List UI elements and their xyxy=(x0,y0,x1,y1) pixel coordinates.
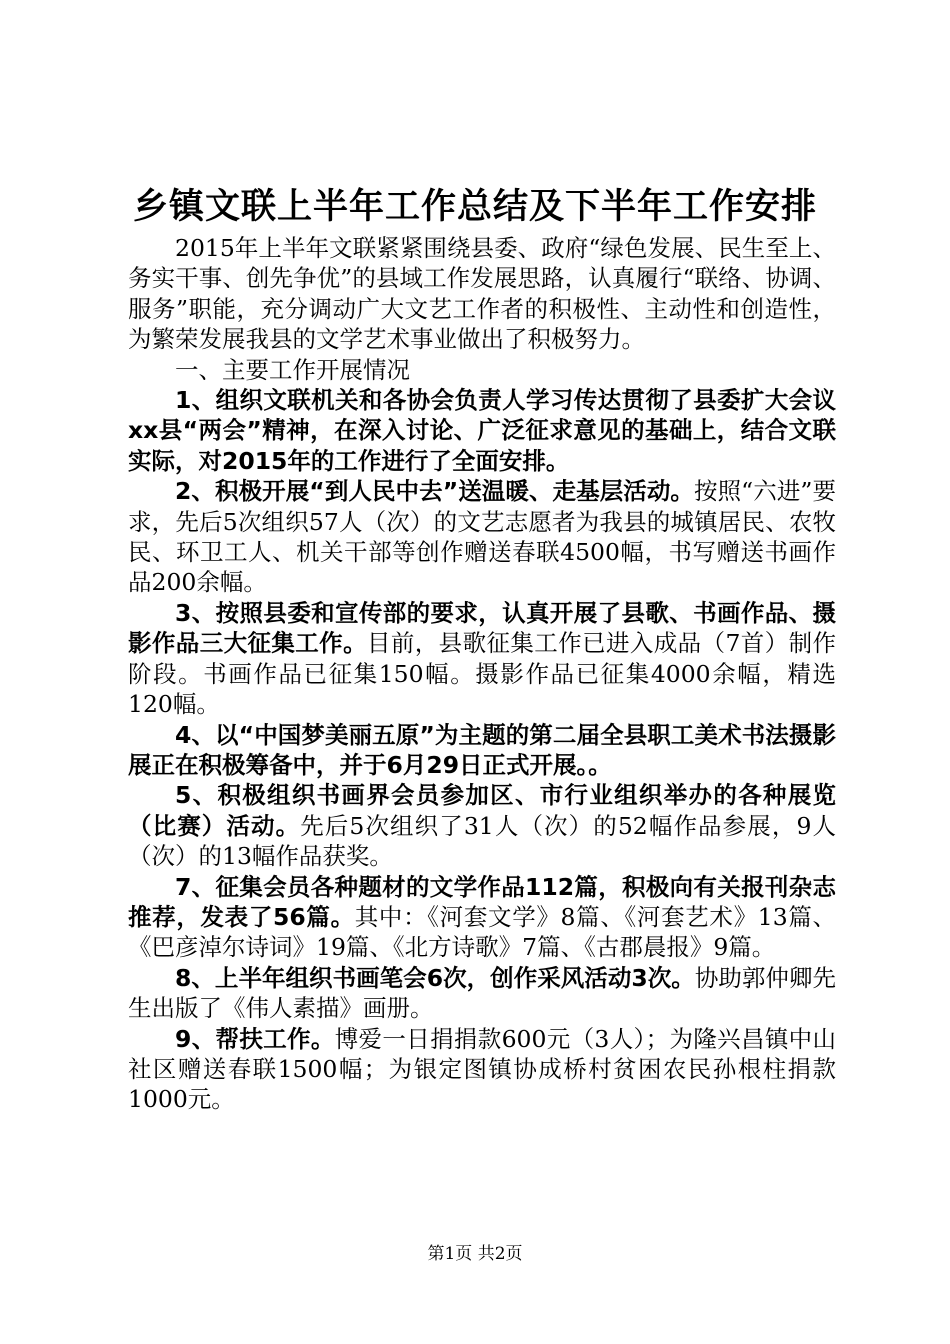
item-paragraph-9 xyxy=(128,1024,836,1115)
item-text: 博爱一日捐捐款600元（3人）；为隆兴昌镇中山社区赠送春联1500幅；为银定图镇协成桥村贫困农民孙根柱捐款1000元。 xyxy=(128,1024,836,1114)
document-body xyxy=(128,233,836,1115)
item-text: 协助郭仲卿先生出版了《伟人素描》画册。 xyxy=(128,963,836,1023)
item-lead: 3、按照县委和宣传部的要求，认真开展了县歌、书画作品、摄影作品三大征集工作。 xyxy=(128,598,836,658)
item-lead: 7、征集会员各种题材的文学作品112篇，积极向有关报刊杂志推荐，发表了56篇。 xyxy=(128,872,836,931)
document-title: 乡镇文联上半年工作总结及下半年工作安排 xyxy=(132,186,817,227)
item-paragraph-5 xyxy=(128,780,836,871)
item-lead: 9、帮扶工作。 xyxy=(175,1024,335,1053)
item-paragraph-1 xyxy=(128,385,836,476)
item-paragraph-7 xyxy=(128,872,836,963)
item-lead: 2、积极开展“到人民中去”送温暖、走基层活动。 xyxy=(175,477,694,506)
item-lead: 1、组织文联机关和各协会负责人学习传达贯彻了县委扩大会议xx县“两会”精神，在深入讨论、广泛征求意见的基础上，结合文联实际，对2015年的工作进行了全面安排。 xyxy=(128,386,836,475)
item-paragraph-8 xyxy=(128,963,836,1024)
item-lead: 4、以“中国梦美丽五原”为主题的第二届全县职工美术书法摄影展正在积极筹备中，并于6月29日正式开展。。 xyxy=(128,720,836,779)
item-text: 先后5次组织了31人（次）的52幅作品参展，9人（次）的13幅作品获奖。 xyxy=(128,811,836,871)
item-text: 按照“六进”要求，先后5次组织57人（次）的文艺志愿者为我县的城镇居民、农牧民、环卫工人、机关干部等创作赠送春联4500幅，书写赠送书画作品200余幅。 xyxy=(128,477,836,597)
intro-paragraph: 2015年上半年文联紧紧围绕县委、政府“绿色发展、民生至上、务实干事、创先争优”的县域工作发展思路，认真履行“联络、协调、服务”职能，充分调动广大文艺工作者的积极性、主动性和创造性，为繁荣发展我县的文学艺术事业做出了积极努力。 xyxy=(128,234,836,354)
item-lead: 8、上半年组织书画笔会6次，创作采风活动3次。 xyxy=(175,963,695,992)
item-paragraph-3 xyxy=(128,598,836,720)
item-paragraph-4 xyxy=(128,720,836,781)
item-lead: 5、积极组织书画界会员参加区、市行业组织举办的各种展览（比赛）活动。 xyxy=(128,781,836,840)
item-text: 其中：《河套文学》8篇、《河套艺术》13篇、《巴彦淖尔诗词》19篇、《北方诗歌》7篇、《古郡晨报》9篇。 xyxy=(128,902,837,962)
item-paragraph-2 xyxy=(128,476,836,598)
item-text: 目前，县歌征集工作已进入成品（7首）制作阶段。书画作品已征集150幅。摄影作品已征集4000余幅，精选120幅。 xyxy=(128,629,837,719)
page-footer: 第1页 共2页 xyxy=(427,1244,523,1264)
section-heading: 一、主要工作开展情况 xyxy=(175,355,410,384)
